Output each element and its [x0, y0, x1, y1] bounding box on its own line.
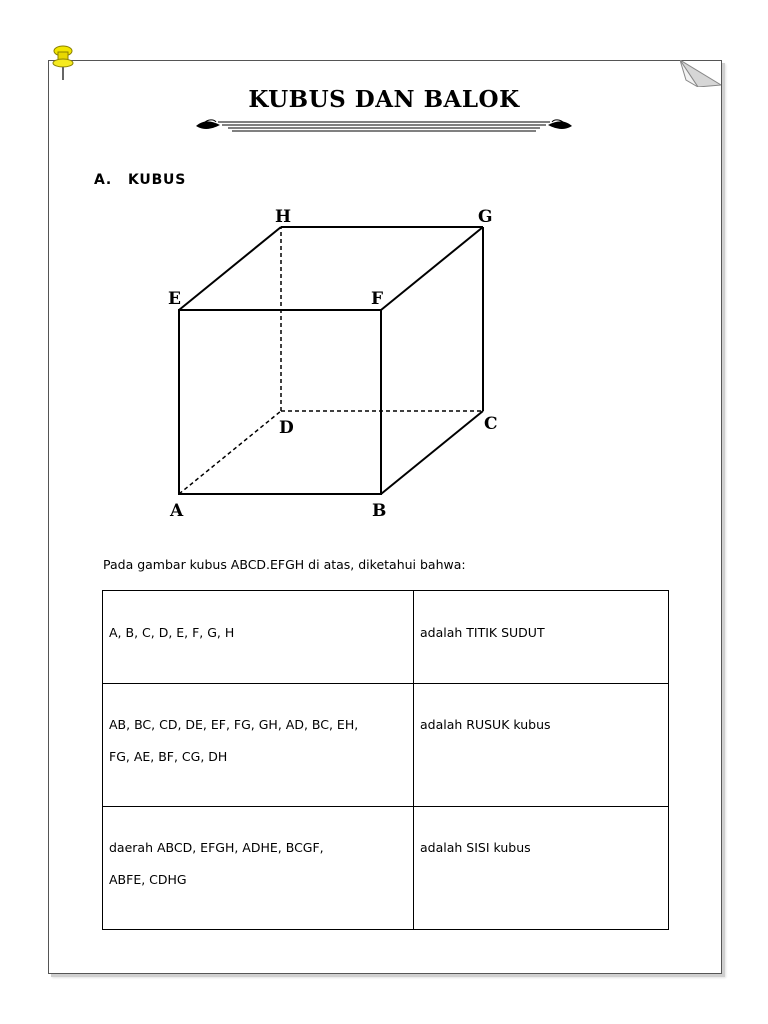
vertex-label-A: A	[170, 501, 184, 521]
cell-text: FG, AE, BF, CG, DH	[109, 749, 228, 764]
cube-diagram	[150, 200, 520, 530]
edge-EH	[179, 227, 281, 310]
vertex-label-G: G	[478, 207, 493, 227]
table-row	[103, 807, 669, 930]
cell-text: daerah ABCD, EFGH, ADHE, BCGF,	[109, 840, 324, 855]
vertex-label-B: B	[372, 501, 387, 521]
cube-front-face	[179, 310, 381, 494]
section-heading	[94, 172, 186, 188]
table-cell-desc	[414, 807, 669, 930]
table-cell-desc	[414, 591, 669, 684]
edge-AD-hidden	[179, 411, 281, 494]
vertex-label-F: F	[371, 289, 384, 309]
page-title: KUBUS DAN BALOK	[248, 86, 520, 113]
vertex-label-E: E	[168, 289, 181, 309]
cell-text: AB, BC, CD, DE, EF, FG, GH, AD, BC, EH,	[109, 717, 359, 732]
section-label: KUBUS	[128, 172, 187, 188]
intro-text: Pada gambar kubus ABCD.EFGH di atas, diketahui bahwa:	[103, 557, 466, 572]
cell-text: A, B, C, D, E, F, G, H	[109, 625, 235, 640]
title-underline-ornament	[192, 117, 576, 135]
pushpin-icon	[52, 44, 74, 84]
cell-text: ABFE, CDHG	[109, 872, 187, 887]
page-curl-icon	[680, 60, 721, 87]
edge-BC	[381, 411, 483, 494]
cube-properties-table	[102, 590, 669, 930]
edge-FG	[381, 227, 483, 310]
cell-text: adalah RUSUK kubus	[420, 717, 551, 732]
table-cell-items	[103, 684, 414, 807]
cell-text: adalah SISI kubus	[420, 840, 531, 855]
table-row	[103, 684, 669, 807]
vertex-label-H: H	[275, 207, 292, 227]
vertex-label-C: C	[484, 414, 498, 434]
table-row	[103, 591, 669, 684]
cell-text: adalah TITIK SUDUT	[420, 625, 545, 640]
section-number: A.	[94, 172, 113, 188]
table-cell-items	[103, 807, 414, 930]
vertex-label-D: D	[279, 418, 294, 438]
table-cell-desc	[414, 684, 669, 807]
table-cell-items	[103, 591, 414, 684]
